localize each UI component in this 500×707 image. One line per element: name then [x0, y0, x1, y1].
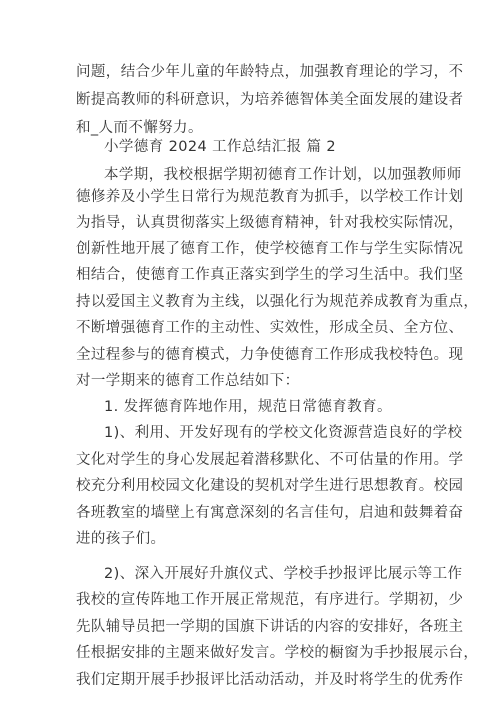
text-line-3: 和_人而不懈努力。 [76, 120, 203, 136]
text-line-15: 1)、利用、开发好现有的学校文化资源营造良好的学校 [104, 425, 463, 441]
text-line-8: 创新性地开展了德育工作，使学校德育工作与学生实际情况 [76, 241, 464, 257]
text-line-1: 问题，结合少年儿童的年龄特点，加强教育理论的学习，不 [76, 64, 464, 80]
text-line-7: 为指导，认真贯彻落实上级德育精神，针对我校实际情况， [76, 215, 464, 231]
subsection-heading: 1. 发挥德育阵地作用，规范日常德育教育。 [104, 399, 392, 415]
text-line-6: 德修养及小学生日常行为规范教育为抓手，以学校工作计划 [76, 189, 464, 205]
text-line-16: 文化对学生的身心发展起着潜移默化、不可估量的作用。学 [76, 452, 464, 468]
text-line-18: 各班教室的墙壁上有寓意深刻的名言佳句，启迪和鼓舞着奋 [76, 505, 464, 521]
text-line-24: 我们定期开展手抄报评比活动活动，并及时将学生的优秀作 [76, 672, 464, 688]
text-line-13: 对一学期来的德育工作总结如下： [76, 373, 300, 389]
text-line-11: 不断增强德育工作的主动性、实效性，形成全员、全方位、 [76, 320, 464, 336]
text-line-2: 断提高教师的科研意识，为培养德智体美全面发展的建设者 [76, 92, 464, 108]
text-line-20: 2)、深入开展好升旗仪式、学校手抄报评比展示等工作 [104, 566, 463, 582]
text-line-10: 持以爱国主义教育为主线，以强化行为规范养成教育为重点， [76, 294, 479, 310]
text-line-9: 相结合，使德育工作真正落实到学生的学习生活中。我们坚 [76, 267, 464, 283]
text-line-17: 校充分利用校园文化建设的契机对学生进行思想教育。校园 [76, 478, 464, 494]
section-title: 小学德育 2024 工作总结汇报 篇 2 [104, 139, 337, 155]
text-line-12: 全过程参与的德育模式，力争使德育工作形成我校特色。现 [76, 347, 464, 363]
text-line-5: 本学期，我校根据学期初德育工作计划，以加强教师师 [104, 167, 462, 183]
text-line-23: 任根据安排的主题来做好发言。学校的橱窗为手抄报展示台， [76, 645, 479, 661]
text-line-19: 进的孩子们。 [76, 531, 166, 547]
text-line-22: 先队辅导员把一学期的国旗下讲话的内容的安排好，各班主 [76, 619, 464, 635]
text-line-21: 我校的宣传阵地工作开展正常规范，有序进行。学期初，少 [76, 592, 464, 608]
